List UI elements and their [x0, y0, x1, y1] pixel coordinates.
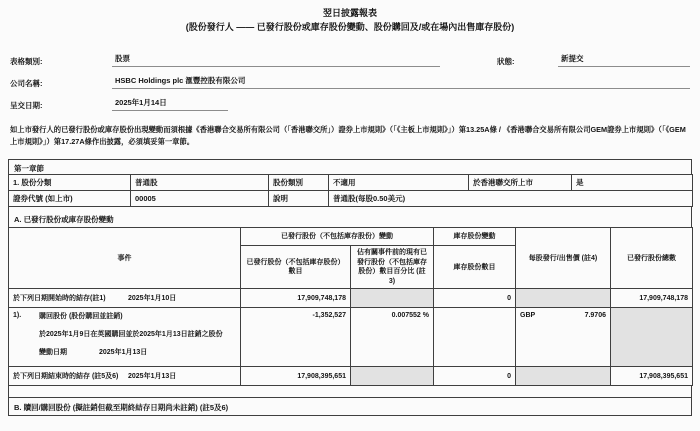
closing-percentage-cell — [351, 367, 434, 386]
submit-date-value: 2025年1月14日 — [112, 97, 228, 111]
opening-total-shares: 17,909,748,178 — [611, 289, 693, 308]
event-1-detail-cell — [9, 308, 241, 367]
form-row-type-status — [10, 53, 690, 67]
form-header-fields — [10, 53, 690, 111]
opening-balance-row — [9, 289, 693, 308]
section-one-container — [8, 159, 692, 416]
movements-header-group-row — [9, 228, 693, 246]
closing-balance-label: 於下列日期結束時的結存 (註5及6) — [13, 373, 119, 381]
company-name-label: 公司名稱: — [10, 79, 43, 88]
listed-value: 是 — [572, 175, 693, 191]
opening-issued-count: 17,909,748,178 — [241, 289, 351, 308]
intro-paragraph: 如上市發行人的已發行股份或庫存股份出現變動而須根據《香港聯合交易所有限公司（「香港聯交所」）證券上市規則》（「《主板上市規則》」）第13.25A條 / 《香港聯合交易所有限公司GEM證券上市規則》（「《GEM上市規則》」）第17.27A條作出披露，必須填妥第一章節。 — [10, 125, 686, 146]
share-class-label: 1. 股份分類 — [9, 175, 131, 191]
status-label: 狀態: — [497, 57, 515, 66]
closing-issued-count: 17,908,395,651 — [241, 367, 351, 386]
form-type-label: 表格類別: — [10, 57, 43, 66]
share-class-row-1 — [9, 175, 693, 191]
event-1-name: 購回股份 (股份購回並註銷) — [39, 313, 123, 321]
movements-table — [8, 227, 693, 386]
event-1-total-cell — [611, 308, 693, 367]
listed-label: 於香港聯交所上市 — [469, 175, 572, 191]
closing-treasury-count: 0 — [434, 367, 516, 386]
col-header-total: 已發行股份總數 — [611, 228, 693, 289]
opening-balance-date: 2025年1月10日 — [128, 295, 177, 303]
share-type-label: 股份類別 — [269, 175, 329, 191]
event-1-percentage: 0.007552 % — [351, 308, 434, 367]
closing-total-shares: 17,908,395,651 — [611, 367, 693, 386]
stock-code-value: 00005 — [131, 191, 269, 207]
col-header-percentage: 佔有關事件前的現有已發行股份（不包括庫存股份）數目百分比 (註3) — [351, 246, 434, 289]
form-type-value: 股票 — [112, 53, 440, 67]
col-header-event: 事件 — [9, 228, 241, 289]
report-subtitle: (股份發行人 —— 已發行股份或庫存股份變動、股份購回及/或在場內出售庫存股份) — [185, 21, 515, 32]
col-header-treasury-count: 庫存股份數目 — [434, 246, 516, 289]
company-name-value: HSBC Holdings plc 滙豐控股有限公司 — [112, 75, 690, 89]
section-a-heading: A. 已發行股份或庫存股份變動 — [8, 207, 692, 227]
change-date-label: 變動日期 — [39, 349, 67, 357]
section-one-heading: 第一章節 — [8, 159, 692, 174]
event-1-issued-change: -1,352,527 — [241, 308, 351, 367]
share-class-value: 普通股 — [131, 175, 269, 191]
event-1-change-date-row — [39, 348, 223, 357]
form-row-company — [10, 75, 690, 89]
opening-price-cell — [516, 289, 611, 308]
event-1-description: 於2025年1月9日在英國購回並於2025年1月13日註銷之股份 — [39, 331, 223, 339]
closing-balance-event-cell — [9, 367, 241, 386]
closing-balance-date: 2025年1月13日 — [128, 373, 177, 381]
status-value: 新提交 — [558, 53, 690, 67]
description-value: 普通股(每股0.50美元) — [329, 191, 693, 207]
col-header-treasury-group: 庫存股份變動 — [434, 228, 516, 246]
share-type-value: 不適用 — [329, 175, 469, 191]
opening-balance-event-cell — [9, 289, 241, 308]
closing-balance-row — [9, 367, 693, 386]
share-class-table — [8, 174, 693, 207]
closing-price-cell — [516, 367, 611, 386]
event-1-currency: GBP — [520, 312, 536, 320]
report-title: 翌日披露報表 — [322, 8, 377, 18]
event-1-price-value: 7.9706 — [584, 312, 606, 320]
submit-date-label: 呈交日期: — [10, 101, 43, 110]
event-1-price-cell — [516, 308, 611, 367]
col-header-price: 每股發行/出售價 (註4) — [516, 228, 611, 289]
opening-balance-label: 於下列日期開始時的結存(註1) — [13, 295, 106, 303]
change-date-value: 2025年1月13日 — [99, 349, 148, 357]
opening-percentage-cell — [351, 289, 434, 308]
event-1-row — [9, 308, 693, 367]
event-1-number: 1). — [13, 312, 22, 320]
col-header-issued-count: 已發行股份（不包括庫存股份）數目 — [241, 246, 351, 289]
section-spacer — [8, 386, 692, 397]
description-label: 說明 — [269, 191, 329, 207]
col-header-issued-group: 已發行股份（不包括庫存股份）變動 — [241, 228, 434, 246]
section-b-heading: B. 贖回/購回股份 (擬註銷但截至期終結存日期尚未註銷) (註5及6) — [8, 397, 692, 416]
report-title-block — [0, 0, 700, 34]
stock-code-label: 證券代號 (如上市) — [9, 191, 131, 207]
form-row-date — [10, 97, 690, 111]
share-class-row-2 — [9, 191, 693, 207]
opening-treasury-count: 0 — [434, 289, 516, 308]
event-1-treasury-cell — [434, 308, 516, 367]
